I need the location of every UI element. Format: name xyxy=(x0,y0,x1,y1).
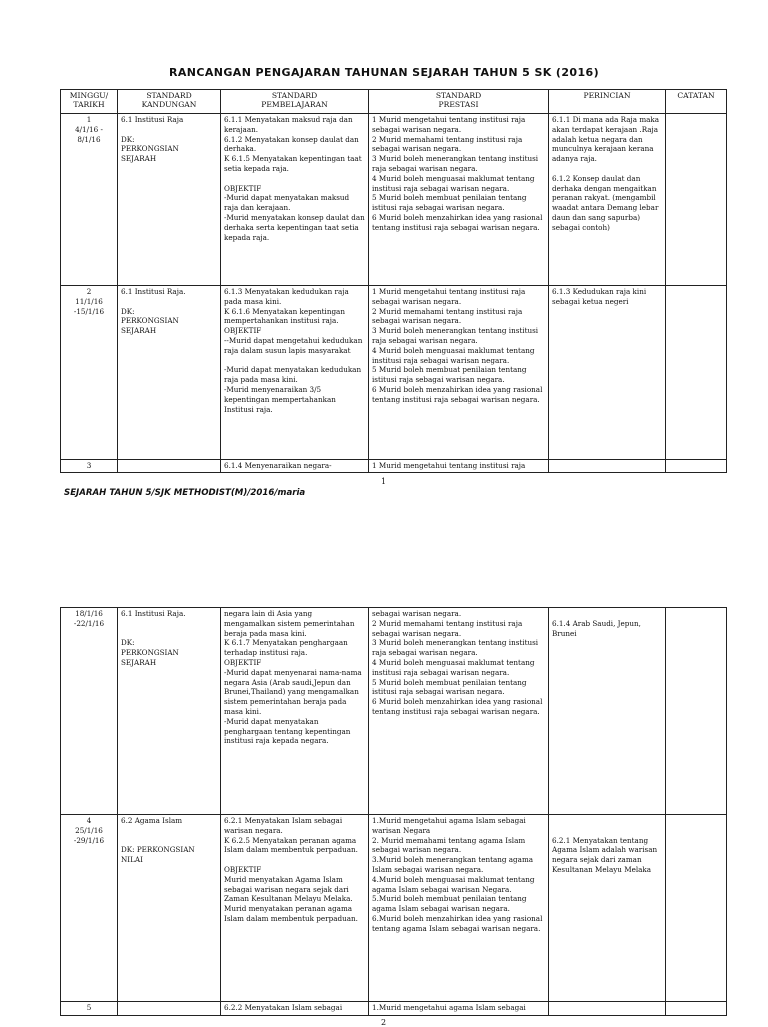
table-row xyxy=(61,815,727,1002)
cell-minggu: 2 11/1/16 -15/1/16 xyxy=(61,286,118,460)
header-standard-kandungan: STANDARD KANDUNGAN xyxy=(118,90,221,114)
cell-perincian xyxy=(549,1002,666,1016)
header-minggu: MINGGU/ TARIKH xyxy=(61,90,118,114)
cell-standard-pembelajaran: 6.1.4 Menyenaraikan negara- xyxy=(221,460,369,473)
table-row xyxy=(61,1002,727,1016)
cell-standard-prestasi: 1 Murid mengetahui tentang institusi raja sebagai warisan negara. 2 Murid memahami tentang institusi raja sebagai warisan negara. 3 Murid boleh menerangkan tentang institusi raja sebagai warisan negara. 4 Murid boleh menguasai maklumat tentang institusi raja sebagai warisan negara. 5 Murid boleh membuat penilaian tentang istitusi raja sebagai warisan negara. 6 Murid boleh menzahirkan idea yang rasional tentang institusi raja sebagai warisan negara. xyxy=(369,286,549,460)
table-row xyxy=(61,608,727,815)
cell-standard-kandungan: 6.1 Institusi Raja. DK: PERKONGSIAN SEJARAH xyxy=(118,286,221,460)
page-number-1: 1 xyxy=(381,477,387,486)
document-title: RANCANGAN PENGAJARAN TAHUNAN SEJARAH TAHUN 5 SK (2016) xyxy=(169,66,599,79)
cell-standard-kandungan: 6.1 Institusi Raja DK: PERKONGSIAN SEJARAH xyxy=(118,114,221,286)
cell-perincian: 6.1.3 Kedudukan raja kini sebagai ketua negeri xyxy=(549,286,666,460)
cell-standard-pembelajaran: 6.1.3 Menyatakan kedudukan raja pada masa kini. K 6.1.6 Menyatakan kepentingan mempertahankan institusi raja. OBJEKTIF --Murid dapat mengetahui kedudukan raja dalam susun lapis masyarakat -Murid dapat menyatakan kedudukan raja pada masa kini. -Murid menyenaraikan 3/5 kepentingan mempertahankan Institusi raja. xyxy=(221,286,369,460)
cell-standard-prestasi: sebagai warisan negara. 2 Murid memahami tentang institusi raja sebagai warisan negara. 3 Murid boleh menerangkan tentang institusi raja sebagai warisan negara. 4 Murid boleh menguasai maklumat tentang institusi raja sebagai warisan negara. 5 Murid boleh membuat penilaian tentang istitusi raja sebagai warisan negara. 6 Murid boleh menzahirkan idea yang rasional tentang institusi raja sebagai warisan negara. xyxy=(369,608,549,815)
cell-standard-kandungan xyxy=(118,1002,221,1016)
document-footer: SEJARAH TAHUN 5/SJK METHODIST(M)/2016/maria xyxy=(64,488,306,498)
cell-standard-kandungan: 6.1 Institusi Raja. DK: PERKONGSIAN SEJARAH xyxy=(118,608,221,815)
plan-table-page-2 xyxy=(60,607,727,1016)
header-perincian: PERINCIAN xyxy=(549,90,666,114)
cell-minggu: 1 4/1/16 - 8/1/16 xyxy=(61,114,118,286)
table-row xyxy=(61,114,727,286)
cell-perincian xyxy=(549,460,666,473)
cell-catatan xyxy=(666,114,727,286)
cell-perincian: 6.2.1 Menyatakan tentang Agama Islam adalah warisan negara sejak dari zaman Kesultanan Melayu Melaka xyxy=(549,815,666,1002)
cell-minggu: 5 xyxy=(61,1002,118,1016)
cell-catatan xyxy=(666,460,727,473)
cell-perincian: 6.1.4 Arab Saudi, Jepun, Brunei xyxy=(549,608,666,815)
cell-catatan xyxy=(666,1002,727,1016)
plan-table-page-1 xyxy=(60,89,727,473)
cell-standard-pembelajaran: 6.2.2 Menyatakan Islam sebagai xyxy=(221,1002,369,1016)
cell-minggu: 3 xyxy=(61,460,118,473)
cell-standard-pembelajaran: 6.1.1 Menyatakan maksud raja dan kerajaan. 6.1.2 Menyatakan konsep daulat dan derhaka. K 6.1.5 Menyatakan kepentingan taat setia kepada raja. OBJEKTIF -Murid dapat menyatakan maksud raja dan kerajaan. -Murid menyatakan konsep daulat dan derhaka serta kepentingan taat setia kepada raja. xyxy=(221,114,369,286)
cell-catatan xyxy=(666,608,727,815)
header-catatan: CATATAN xyxy=(666,90,727,114)
cell-minggu: 18/1/16 -22/1/16 xyxy=(61,608,118,815)
table-row xyxy=(61,460,727,473)
cell-standard-prestasi: 1.Murid mengetahui agama Islam sebagai warisan Negara 2. Murid memahami tentang agama Islam sebagai warisan negara. 3.Murid boleh menerangkan tentang agama Islam sebagai warisan negara. 4.Murid boleh menguasai maklumat tentang agama Islam sebagai warisan Negara. 5.Murid boleh membuat penilaian tentang agama Islam sebagai warisan negara. 6.Murid boleh menzahirkan idea yang rasional tentang agama Islam sebagai warisan negara. xyxy=(369,815,549,1002)
page-number-2: 2 xyxy=(381,1018,387,1027)
cell-standard-kandungan xyxy=(118,460,221,473)
cell-standard-prestasi: 1 Murid mengetahui tentang institusi raja xyxy=(369,460,549,473)
header-standard-prestasi: STANDARD PRESTASI xyxy=(369,90,549,114)
cell-catatan xyxy=(666,815,727,1002)
cell-standard-kandungan: 6.2 Agama Islam DK: PERKONGSIAN NILAI xyxy=(118,815,221,1002)
cell-standard-prestasi: 1 Murid mengetahui tentang institusi raja sebagai warisan negara. 2 Murid memahami tentang institusi raja sebagai warisan negara. 3 Murid boleh menerangkan tentang institusi raja sebagai warisan negara. 4 Murid boleh menguasai maklumat tentang institusi raja sebagai warisan negara. 5 Murid boleh membuat penilaian tentang istitusi raja sebagai warisan negara. 6 Murid boleh menzahirkan idea yang rasional tentang institusi raja sebagai warisan negara. xyxy=(369,114,549,286)
cell-catatan xyxy=(666,286,727,460)
cell-standard-pembelajaran: negara lain di Asia yang mengamalkan sistem pemerintahan beraja pada masa kini. K 6.1.7 Menyatakan penghargaan terhadap institusi raja. OBJEKTIF -Murid dapat menyenarai nama-nama negara Asia (Arab saudi,Jepun dan Brunei,Thailand) yang mengamalkan sistem pemerintahan beraja pada masa kini. -Murid dapat menyatakan penghargaan tentang kepentingan institusi raja kepada negara. xyxy=(221,608,369,815)
cell-standard-pembelajaran: 6.2.1 Menyatakan Islam sebagai warisan negara. K 6.2.5 Menyatakan peranan agama Islam dalam membentuk perpaduan. OBJEKTIF Murid menyatakan Agama Islam sebagai warisan negara sejak dari Zaman Kesultanan Melayu Melaka. Murid menyatakan peranan agama Islam dalam membentuk perpaduan. xyxy=(221,815,369,1002)
cell-perincian: 6.1.1 Di mana ada Raja maka akan terdapat kerajaan .Raja adalah ketua negara dan munculnya kerajaan kerana adanya raja. 6.1.2 Konsep daulat dan derhaka dengan mengaitkan peranan rakyat. (mengambil waadat antara Demang lebar daun dan sang sapurba) sebagai contoh) xyxy=(549,114,666,286)
table-row xyxy=(61,286,727,460)
header-standard-pembelajaran: STANDARD PEMBELAJARAN xyxy=(221,90,369,114)
cell-standard-prestasi: 1.Murid mengetahui agama Islam sebagai xyxy=(369,1002,549,1016)
cell-minggu: 4 25/1/16 -29/1/16 xyxy=(61,815,118,1002)
